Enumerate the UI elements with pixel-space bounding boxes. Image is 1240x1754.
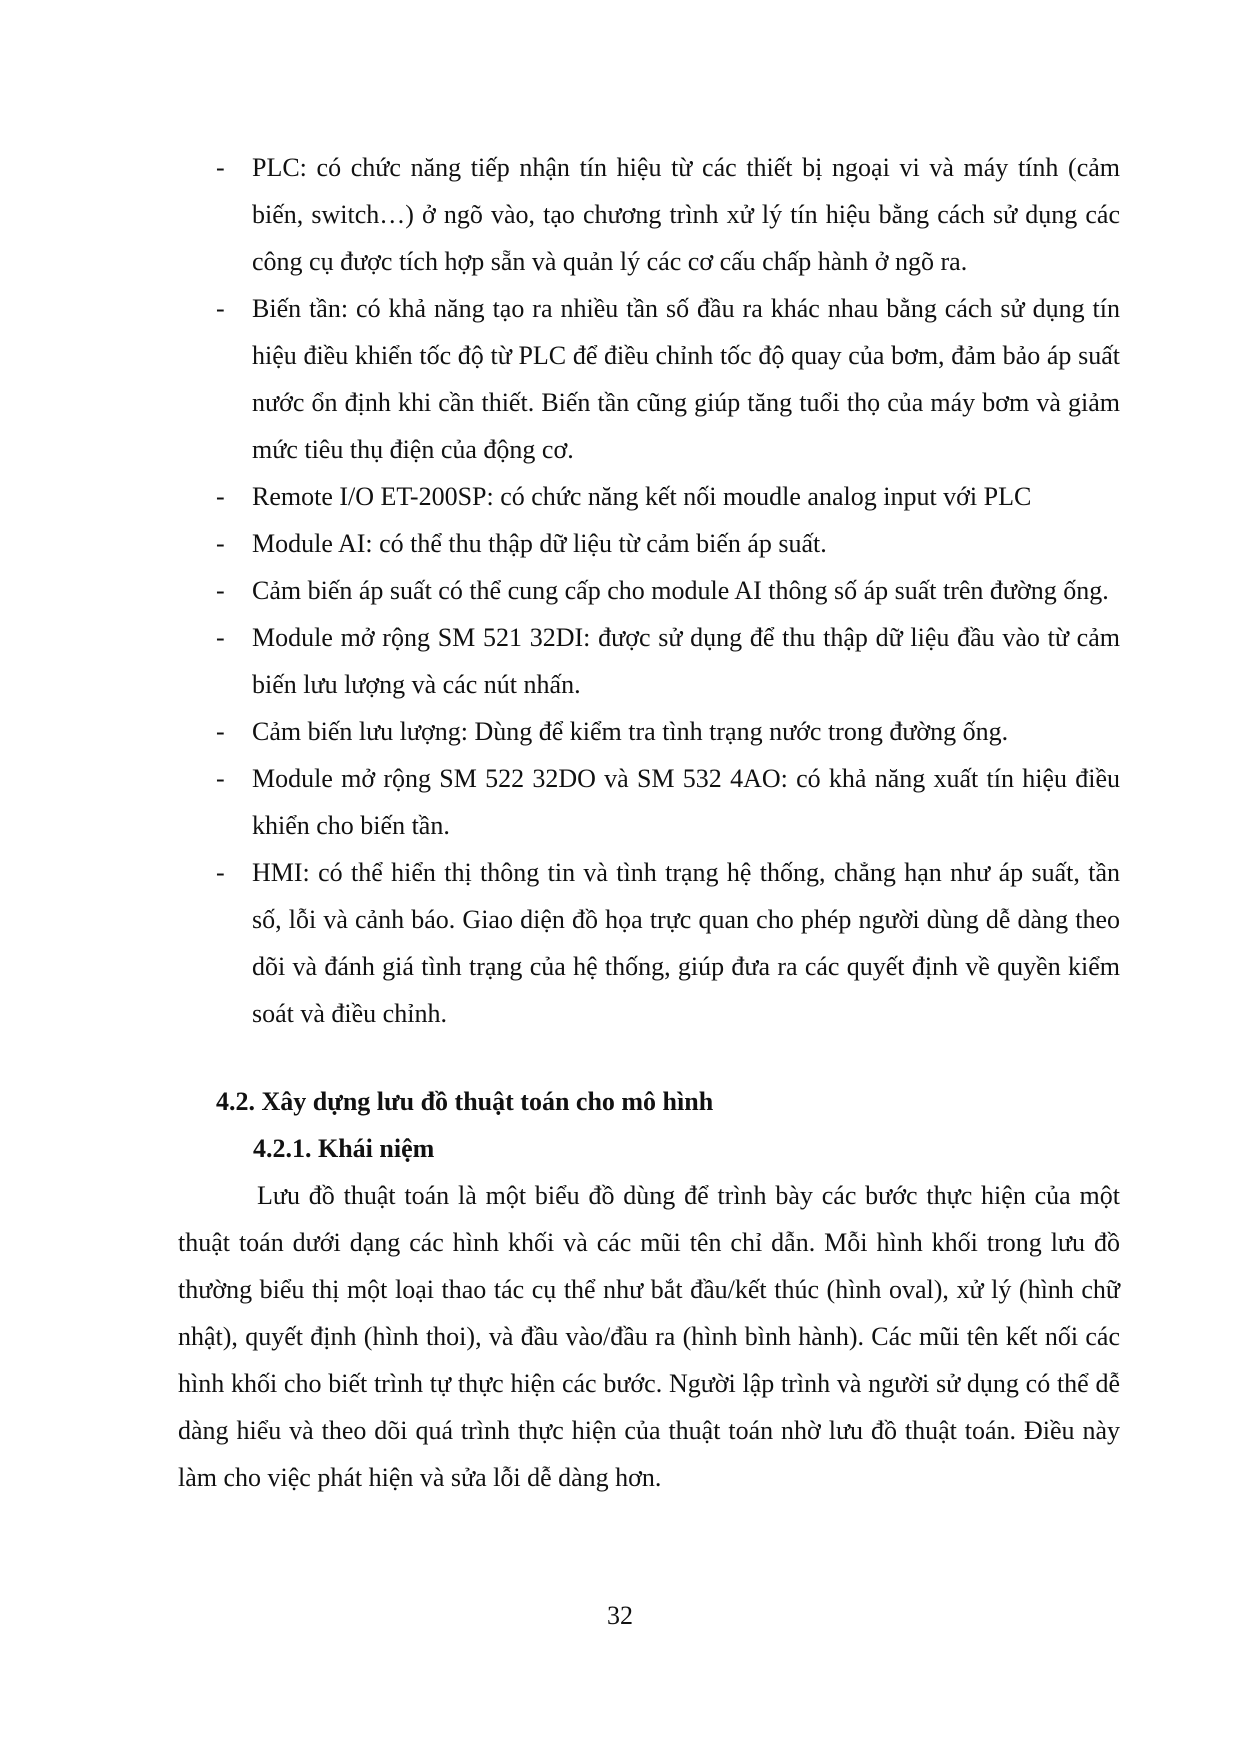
list-item-text: Cảm biến lưu lượng: Dùng để kiểm tra tình trạng nước trong đường ống. <box>252 717 1009 746</box>
bullet-dash: - <box>216 482 225 511</box>
bullet-dash: - <box>216 764 225 793</box>
bullet-dash: - <box>216 576 225 605</box>
page-number: 32 <box>607 1601 633 1630</box>
list-item <box>216 473 1120 520</box>
bullet-dash: - <box>216 717 225 746</box>
list-item-text: Module mở rộng SM 522 32DO và SM 532 4AO: có khả năng xuất tín hiệu điều khiển cho biến tần. <box>252 764 1120 840</box>
list-item <box>216 285 1120 473</box>
list-item <box>216 520 1120 567</box>
list-item <box>216 708 1120 755</box>
component-list <box>216 144 1120 1037</box>
list-item-text: Module AI: có thể thu thập dữ liệu từ cảm biến áp suất. <box>252 529 827 558</box>
list-item <box>216 567 1120 614</box>
body-paragraph: Lưu đồ thuật toán là một biểu đồ dùng để trình bày các bước thực hiện của một thuật toán dưới dạng các hình khối và các mũi tên chỉ dẫn. Mỗi hình khối trong lưu đồ thường biểu thị một loại thao tác cụ thể như bắt đầu/kết thúc (hình oval), xử lý (hình chữ nhật), quyết định (hình thoi), và đầu vào/đầu ra (hình bình hành). Các mũi tên kết nối các hình khối cho biết trình tự thực hiện các bước. Người lập trình và người sử dụng có thể dễ dàng hiểu và theo dõi quá trình thực hiện của thuật toán nhờ lưu đồ thuật toán. Điều này làm cho việc phát hiện và sửa lỗi dễ dàng hơn. <box>178 1181 1120 1492</box>
list-item <box>216 755 1120 849</box>
list-item-text: Cảm biến áp suất có thể cung cấp cho module AI thông số áp suất trên đường ống. <box>252 576 1109 605</box>
section-heading: 4.2. Xây dựng lưu đồ thuật toán cho mô hình <box>216 1087 714 1116</box>
list-item <box>216 144 1120 285</box>
list-item-text: Biến tần: có khả năng tạo ra nhiều tần số đầu ra khác nhau bằng cách sử dụng tín hiệu điều khiển tốc độ từ PLC để điều chỉnh tốc độ quay của bơm, đảm bảo áp suất nước ổn định khi cần thiết. Biến tần cũng giúp tăng tuổi thọ của máy bơm và giảm mức tiêu thụ điện của động cơ. <box>252 294 1120 464</box>
bullet-dash: - <box>216 858 225 887</box>
bullet-dash: - <box>216 623 225 652</box>
bullet-dash: - <box>216 294 225 323</box>
subsection-heading: 4.2.1. Khái niệm <box>253 1134 435 1163</box>
list-item <box>216 849 1120 1037</box>
list-item <box>216 614 1120 708</box>
list-item-text: Module mở rộng SM 521 32DI: được sử dụng để thu thập dữ liệu đầu vào từ cảm biến lưu lượng và các nút nhấn. <box>252 623 1120 699</box>
list-item-text: HMI: có thể hiển thị thông tin và tình trạng hệ thống, chẳng hạn như áp suất, tần số, lỗi và cảnh báo. Giao diện đồ họa trực quan cho phép người dùng dễ dàng theo dõi và đánh giá tình trạng của hệ thống, giúp đưa ra các quyết định về quyền kiểm soát và điều chỉnh. <box>252 858 1120 1028</box>
list-item-text: Remote I/O ET-200SP: có chức năng kết nối moudle analog input với PLC <box>252 482 1032 511</box>
bullet-dash: - <box>216 529 225 558</box>
bullet-dash: - <box>216 153 225 182</box>
list-item-text: PLC: có chức năng tiếp nhận tín hiệu từ các thiết bị ngoại vi và máy tính (cảm biến, switch…) ở ngõ vào, tạo chương trình xử lý tín hiệu bằng cách sử dụng các công cụ được tích hợp sẵn và quản lý các cơ cấu chấp hành ở ngõ ra. <box>252 153 1120 276</box>
